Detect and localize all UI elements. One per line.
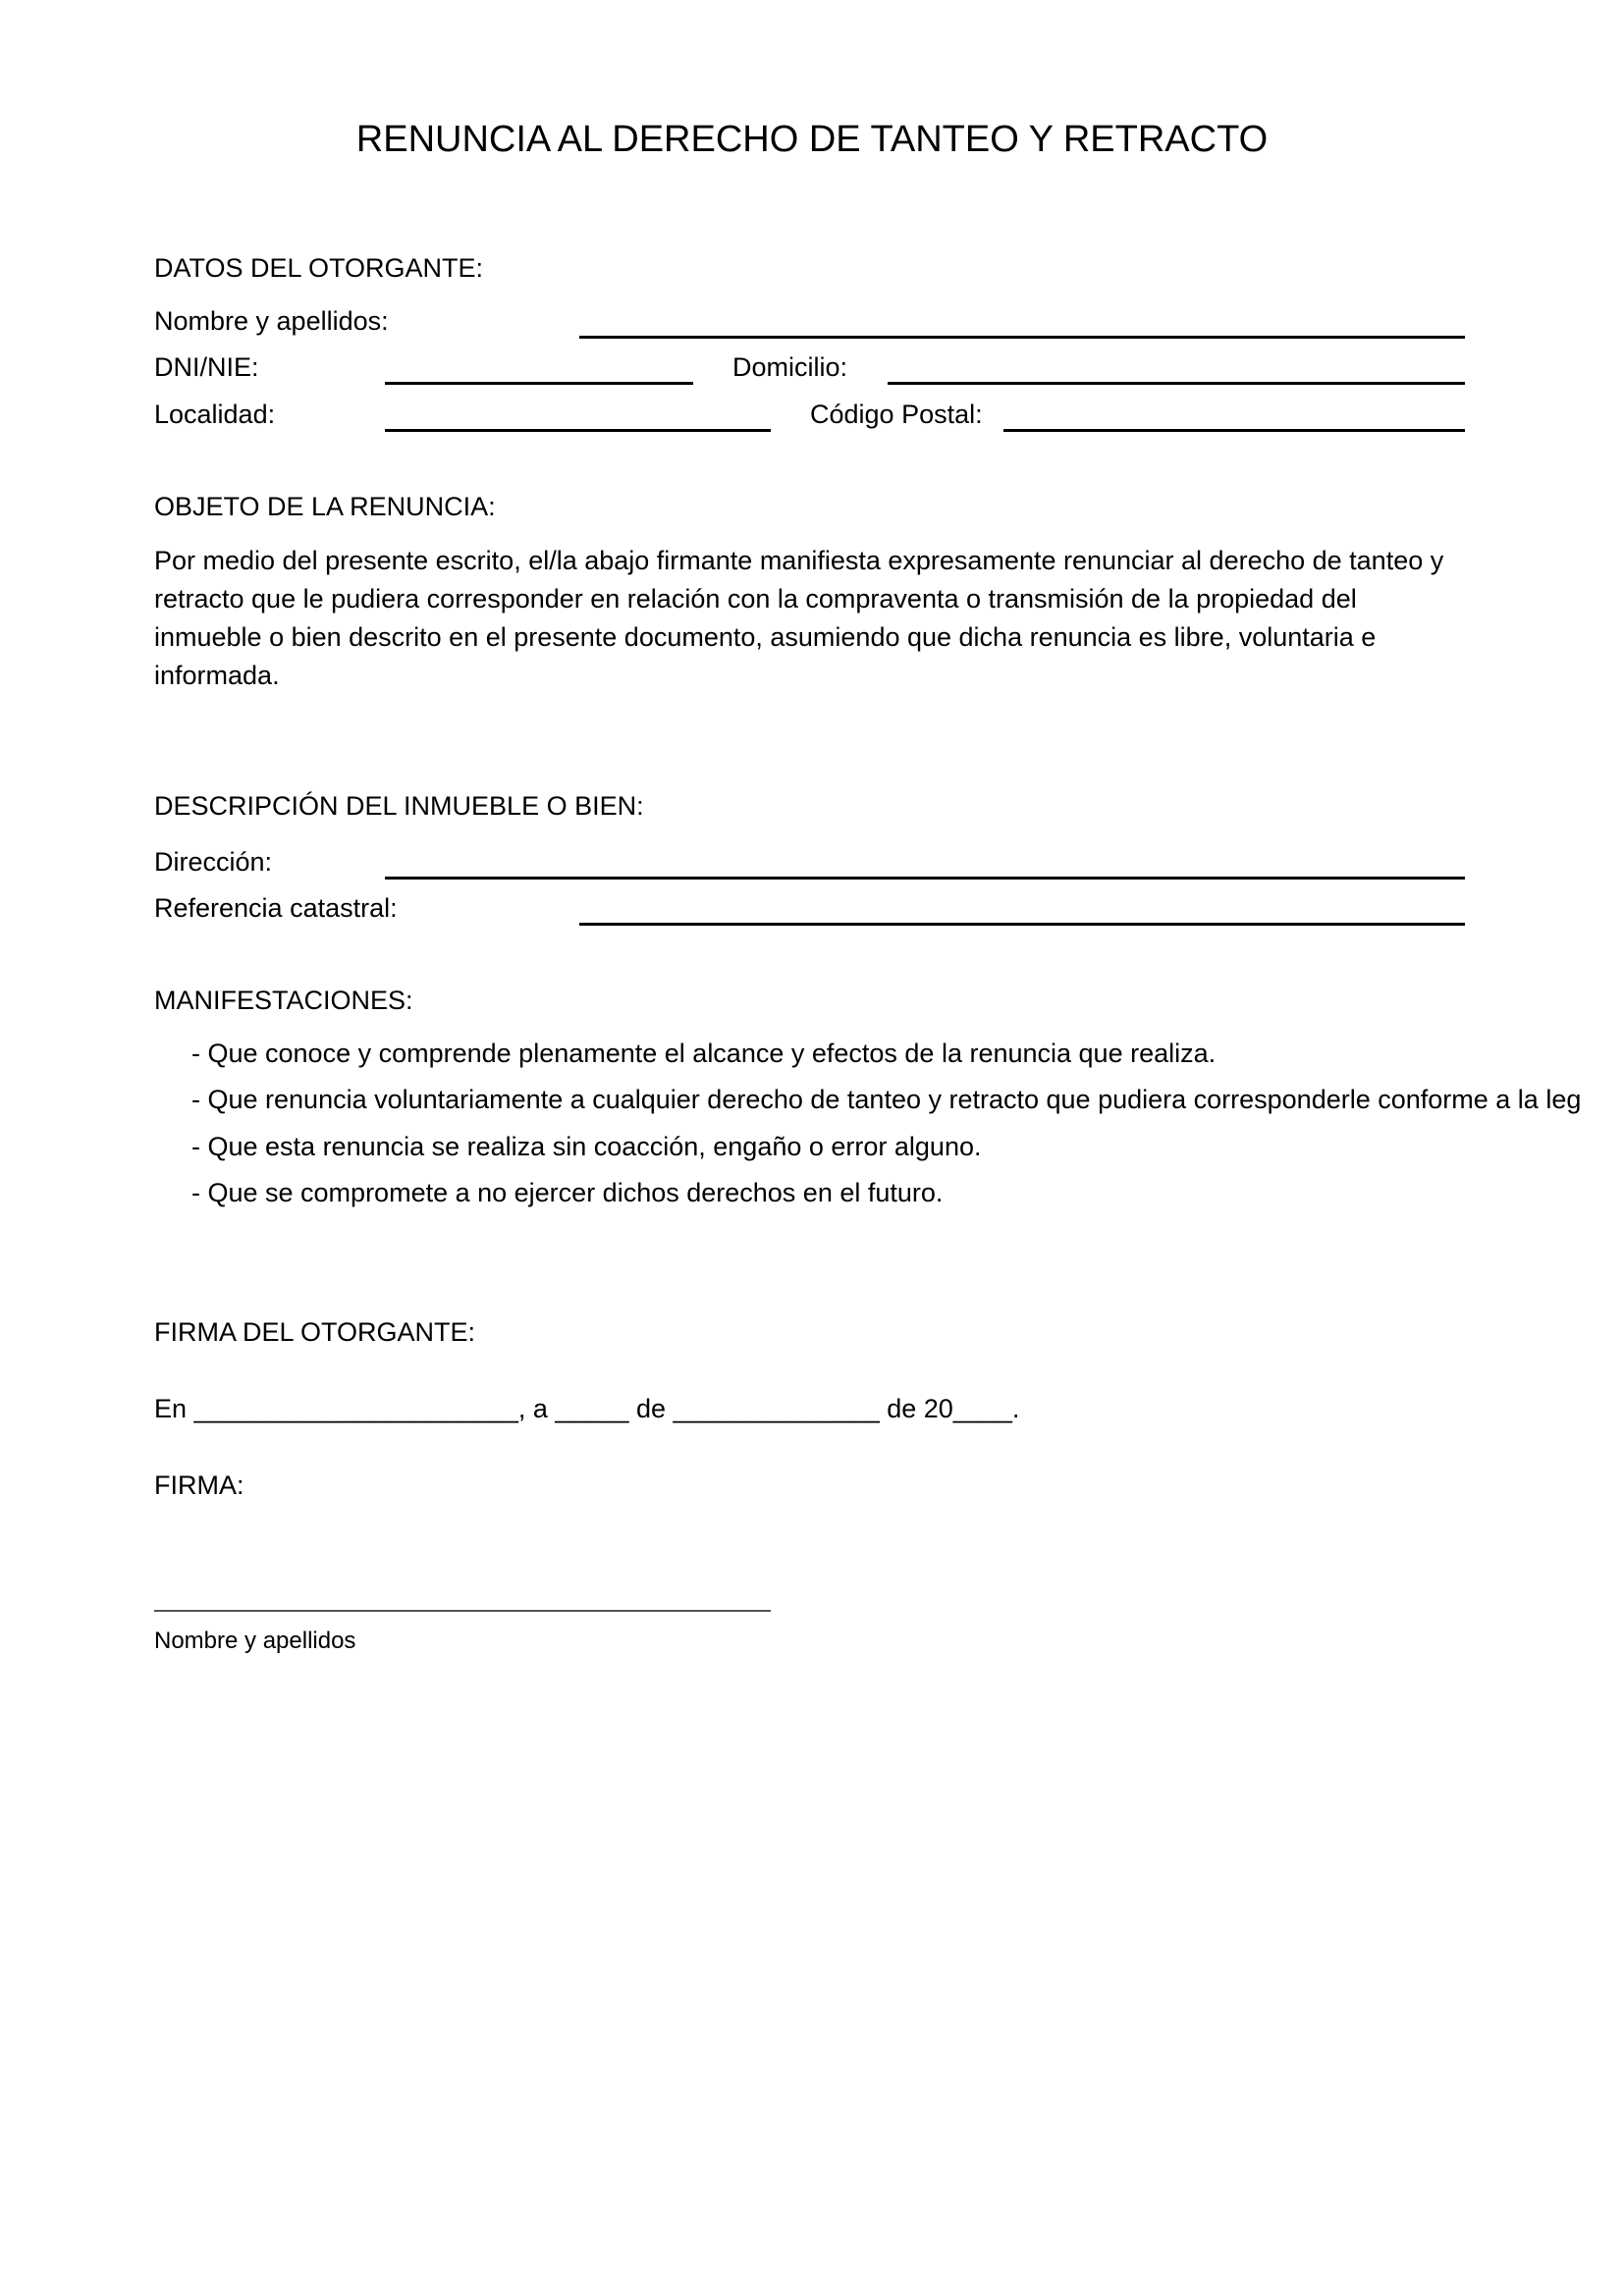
signature-line[interactable]	[154, 1610, 771, 1612]
dni-field-line[interactable]	[385, 382, 693, 385]
cp-label: Código Postal:	[810, 400, 983, 429]
firma-heading: FIRMA DEL OTORGANTE:	[154, 1317, 476, 1347]
manifestacion-item: - Que esta renuncia se realiza sin coacción, engaño o error alguno.	[191, 1132, 982, 1161]
manifestacion-item: - Que conoce y comprende plenamente el alcance y efectos de la renuncia que realiza.	[191, 1039, 1217, 1068]
referencia-field-line[interactable]	[579, 923, 1465, 926]
direccion-field-line[interactable]	[385, 877, 1465, 880]
cp-field-line[interactable]	[1003, 429, 1465, 432]
referencia-label: Referencia catastral:	[154, 893, 398, 923]
objeto-body: Por medio del presente escrito, el/la abajo firmante manifiesta expresamente renunciar al derecho de tanteo y retracto que le pudiera corresponder en relación con la compraventa o transmisión de la propiedad del inmueble o bien descrito en el presente documento, asumiendo que dicha renuncia es libre, voluntaria e informada.	[154, 546, 1444, 690]
manifestacion-item: - Que renuncia voluntariamente a cualquier derecho de tanteo y retracto que pudiera corresponderle conforme a la leg	[191, 1085, 1582, 1114]
manifestaciones-heading: MANIFESTACIONES:	[154, 986, 413, 1015]
manifestacion-item: - Que se compromete a no ejercer dichos derechos en el futuro.	[191, 1178, 944, 1207]
name-field-line[interactable]	[579, 336, 1465, 339]
direccion-label: Dirección:	[154, 847, 273, 877]
localidad-label: Localidad:	[154, 400, 276, 429]
date-place-line[interactable]: En ______________________, a _____ de ______________ de 20____.	[154, 1394, 1020, 1423]
firma-label: FIRMA:	[154, 1470, 244, 1500]
otorgante-heading: DATOS DEL OTORGANTE:	[154, 253, 484, 283]
domicilio-label: Domicilio:	[732, 352, 848, 382]
name-label: Nombre y apellidos:	[154, 306, 389, 336]
objeto-heading: OBJETO DE LA RENUNCIA:	[154, 492, 496, 521]
dni-label: DNI/NIE:	[154, 352, 259, 382]
domicilio-field-line[interactable]	[888, 382, 1465, 385]
localidad-field-line[interactable]	[385, 429, 771, 432]
document-title: RENUNCIA AL DERECHO DE TANTEO Y RETRACTO	[355, 119, 1269, 160]
descripcion-heading: DESCRIPCIÓN DEL INMUEBLE O BIEN:	[154, 791, 644, 821]
signature-name-caption: Nombre y apellidos	[154, 1628, 356, 1654]
